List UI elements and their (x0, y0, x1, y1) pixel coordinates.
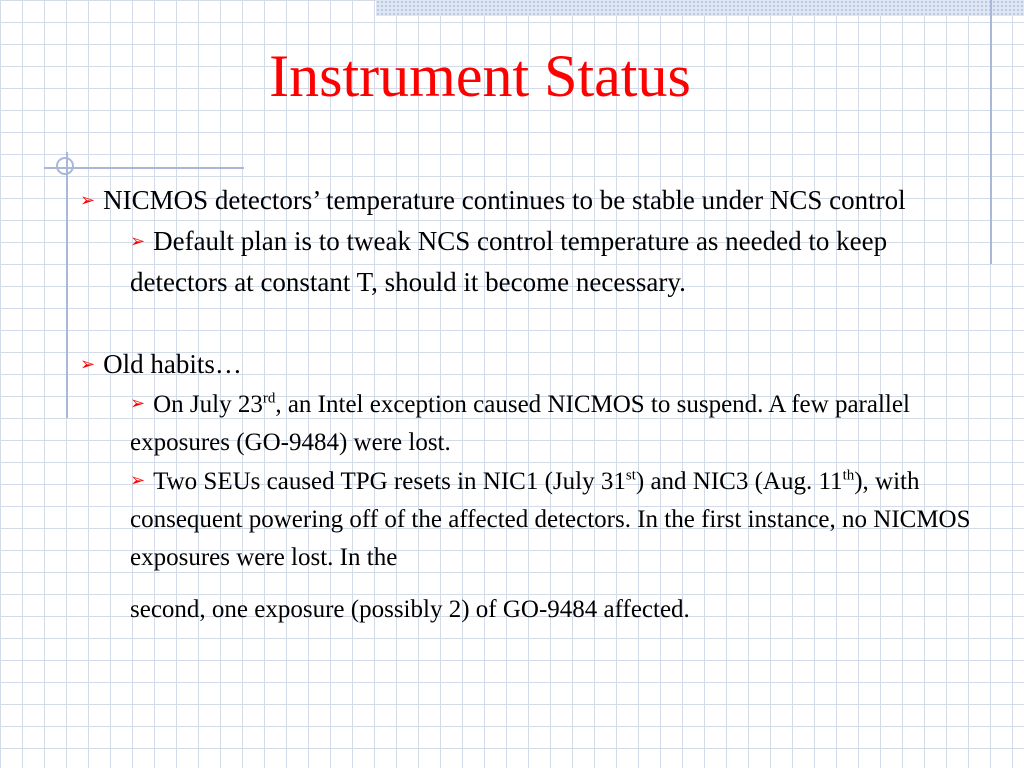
superscript: rd (262, 390, 276, 407)
slide-body (80, 180, 980, 629)
bullet-text: NICMOS detectors’ temperature continues to be stable under NCS control (103, 185, 906, 215)
spacer (80, 303, 980, 344)
arrow-bullet-icon: ➢ (130, 470, 146, 491)
decorative-left-line (66, 152, 68, 418)
decorative-top-band (376, 0, 1024, 16)
bullet-old-habits (80, 344, 980, 385)
bullet-text-part2: ) and NIC3 (Aug. 11 (635, 468, 843, 495)
bullet-text: Old habits… (103, 349, 242, 379)
bullet-text-start: On July 23 (153, 391, 263, 418)
arrow-bullet-icon: ➢ (130, 393, 146, 414)
decorative-right-line (990, 0, 992, 264)
arrow-bullet-icon: ➢ (130, 231, 146, 252)
bullet-intel-exception (130, 385, 980, 462)
bullet-text-part1: Two SEUs caused TPG resets in NIC1 (July 31 (153, 468, 626, 495)
bullet-text-part4: second, one exposure (possibly 2) of GO-9484 affected. (130, 596, 690, 623)
decorative-horizontal-line (44, 167, 244, 169)
arrow-bullet-icon: ➢ (80, 190, 96, 211)
superscript: st (625, 467, 636, 484)
bullet-text-end: , an Intel exception caused NICMOS to suspend. A few parallel exposures (GO-9484) were lost. (130, 391, 910, 456)
bullet-text-part3: ), with consequent powering off of the affected detectors. In the first instance, no NICMOS exposures were lost. In the (130, 468, 971, 571)
bullet-text: Default plan is to tweak NCS control temperature as needed to keep detectors at constant T, should it become necessary. (130, 226, 888, 297)
decorative-circle-icon (56, 157, 74, 175)
slide-title: Instrument Status (269, 43, 691, 109)
bullet-ncs-stability (80, 180, 980, 221)
bullet-default-plan (130, 221, 980, 303)
superscript: th (842, 467, 855, 484)
arrow-bullet-icon: ➢ (80, 354, 96, 375)
bullet-seu-resets (130, 462, 980, 629)
